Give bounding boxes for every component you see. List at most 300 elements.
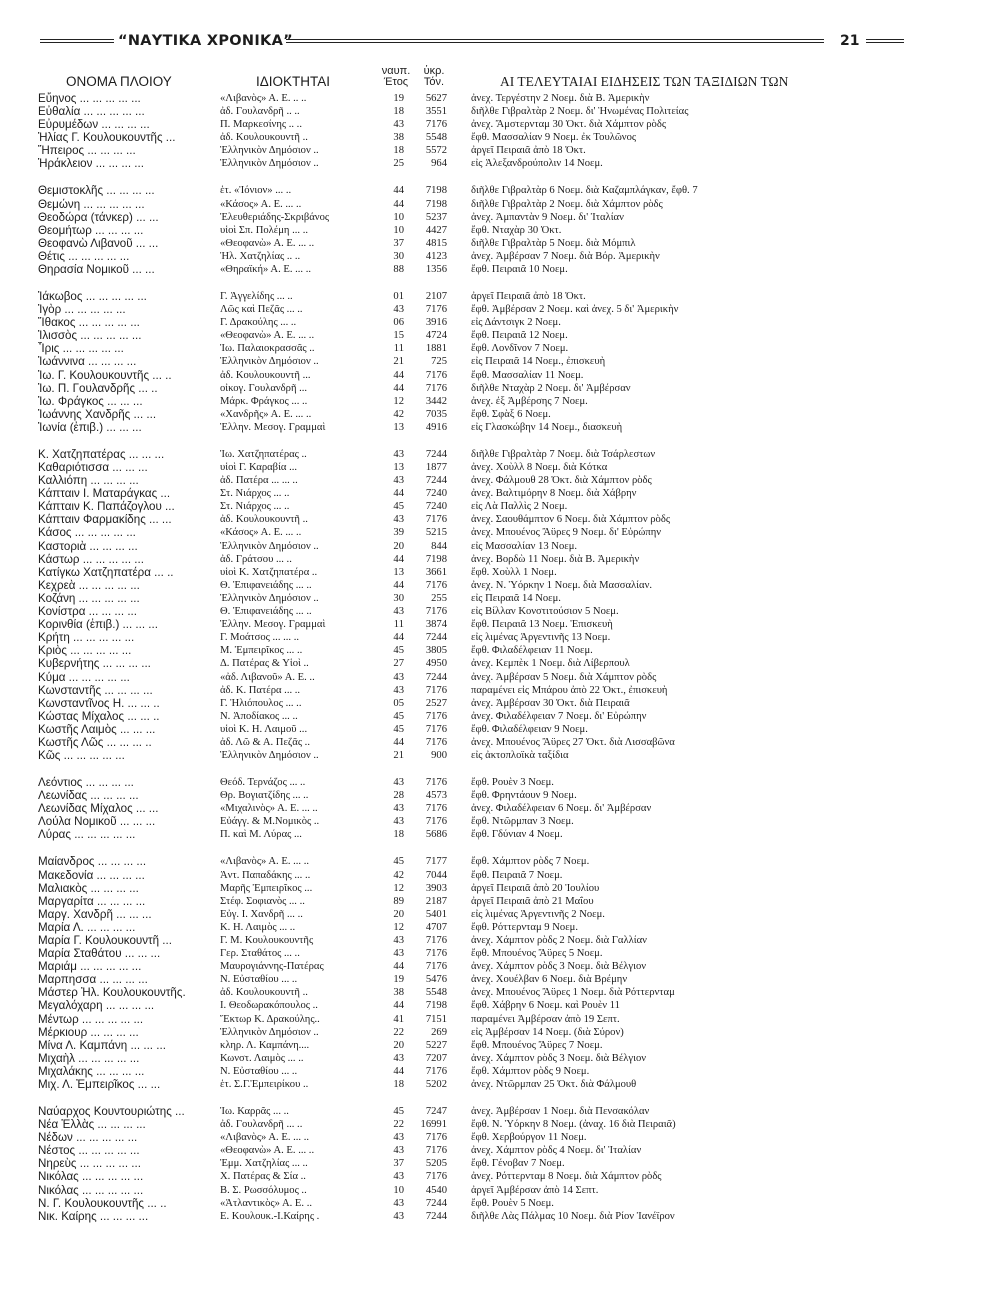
cell-year: 42 [393,408,404,420]
cell-year: 88 [393,264,404,276]
cell-owner: «Θεοφανὼ» Α. Ε. ... .. [220,1145,315,1157]
cell-year: 44 [393,1065,404,1077]
table-row [0,474,1000,487]
cell-owner: Ἰω. Καρρᾶς ... .. [220,1106,289,1117]
cell-news: εἰς Πειραιᾶ 14 Νοεμ., ἐπισκευὴ [471,356,606,368]
cell-year: 43 [393,934,404,946]
cell-year: 44 [393,632,404,644]
table-row [0,263,1000,276]
cell-owner: Στέφ. Σοφιανὸς ... .. [220,895,305,907]
cell-owner: ἀδ. Γουλανδρῆ ... .. [220,1119,303,1131]
cell-owner: Θ. Ἐπιφανειάδης ... .. [220,606,312,618]
cell-news: ἀνεχ. Χάμπτον ρὸδς 3 Νοεμ. διὰ Βέλγιον [471,1052,647,1064]
cell-tons: 3903 [425,882,447,894]
cell-tons: 3916 [425,317,447,329]
cell-ship: Κοζάνη ... ... ... ... ... [38,591,140,605]
column-header-news: ΑΙ ΤΕΛΕΥΤΑΙΑΙ ΕΙΔΗΣΕΙΣ ΤΩΝ ΤΑΞΙΔΙΩΝ ΤΩΝ [500,74,789,89]
cell-year: 38 [393,132,404,144]
cell-year: 18 [393,106,404,118]
table-row [0,224,1000,237]
table-row [0,1105,1000,1118]
cell-year: 25 [393,158,404,170]
cell-tons: 7176 [425,961,447,973]
cell-tons: 7244 [425,671,447,683]
cell-ship: Νέα Ἑλλὰς ... ... ... ... [38,1118,146,1132]
table-row [0,382,1000,395]
letter-group [0,184,1000,276]
table-row [0,290,1000,303]
cell-owner: Ἑλλην. Μεσογ. Γραμμαὶ [220,421,326,433]
cell-owner: Στ. Νιάρχος ... .. [220,488,290,500]
cell-ship: Κύμα ... ... ... ... ... [38,670,130,684]
cell-year: 44 [393,488,404,500]
cell-owner: ἀδ. Κουλουκουντῆ .. [220,514,308,526]
cell-news: παραμένει Ἀμβέρσαν ἀπὸ 19 Σεπτ. [471,1013,620,1025]
cell-owner: Ἠλ. Χατζηλίας .. .. [220,250,301,262]
cell-owner: υἱοὶ Γ. Καραβία ... [220,462,298,474]
table-row [0,526,1000,539]
cell-news: ἀνεχ. Φιλαδέλφειαν 7 Νοεμ. δι' Εὐρώπην [471,710,647,722]
cell-owner: Γ. Μοάτσος ... ... .. [220,632,300,644]
cell-year: 43 [393,1210,404,1222]
cell-year: 01 [393,291,404,302]
cell-ship: Μιχαὴλ ... ... ... ... ... [38,1051,140,1065]
cell-tons: 7176 [425,1171,447,1183]
cell-year: 13 [393,421,404,433]
cell-news: εἰς Βίλλαν Κονστιτούσιον 5 Νοεμ. [471,606,619,618]
cell-year: 10 [393,224,404,236]
cell-tons: 4724 [425,330,447,342]
cell-ship: Ἰω. Γ. Κουλουκουντῆς ... .. [38,368,172,382]
cell-year: 45 [393,856,404,868]
cell-news: ἔφθ. Φρηντάουν 9 Νοεμ. [471,790,577,802]
cell-news: εἰς Μασσαλίαν 13 Νοεμ. [471,540,578,552]
cell-ship: Μαρπησσα ... ... ... ... [38,973,148,987]
cell-owner: Μ. Ἐμπειρῖκος ... .. [220,645,303,657]
cell-tons: 5627 [425,93,447,104]
cell-owner: «Θεοφανὼ» Α. Ε. ... .. [220,237,315,249]
cell-tons: 5401 [425,908,447,920]
table-row [0,1052,1000,1065]
cell-year: 27 [393,658,404,670]
cell-news: εἰς Γλασκώβην 14 Νοεμ., διασκευὴ [471,421,623,433]
cell-tons: 7176 [425,579,447,591]
table-row [0,631,1000,644]
table-row [0,342,1000,355]
table-row [0,1170,1000,1183]
cell-owner: Ν. Εὐσταθίου ... .. [220,974,298,986]
cell-news: ἔφθ. Νταχὰρ 30 Ὀκτ. [471,224,562,236]
cell-owner: Μαυρογιάννης-Πατέρας [220,961,324,973]
cell-ship: Κ. Χατζηπατέρας ... ... ... [38,447,165,461]
cell-ship: Νικόλας ... ... ... ... ... [38,1183,144,1197]
cell-year: 39 [393,527,404,539]
cell-news: ἀνεχ. Βαλτιμόρην 8 Νοεμ. διὰ Χάβρην [471,488,637,500]
table-row [0,566,1000,579]
cell-year: 43 [393,514,404,526]
cell-ship: Μαρία Λ. ... ... ... ... [38,920,136,934]
cell-ship: Μακεδονία ... ... ... ... [38,868,145,882]
cell-news: ἀργεῖ Πειραιᾶ ἀπὸ 20 Ἰουλίου [471,882,600,894]
cell-owner: ἑτ. Σ.Γ.Ἐμπειρίκου .. [220,1079,309,1091]
cell-news: ἔφθ. Ρουὲν 3 Νοεμ. [471,777,554,789]
cell-tons: 7247 [425,1106,447,1117]
cell-ship: Κωστῆς Λαιμὸς ... ... ... [38,722,156,736]
cell-news: διῆλθε Γιβραλτὰρ 6 Νοεμ. διὰ Καζαμπλάγκαν, ἔφθ. 7 [471,185,698,197]
cell-tons: 7176 [425,382,447,394]
cell-year: 06 [393,317,404,329]
cell-year: 44 [393,198,404,210]
cell-tons: 5476 [425,974,447,986]
cell-news: παραμένει εἰς Μπάρου ἀπὸ 22 Ὀκτ., ἐπισκευὴ [471,684,668,696]
cell-tons: 2527 [425,697,447,709]
letter-group [0,776,1000,841]
letter-group [0,1105,1000,1223]
cell-news: ἀνεχ. Χουέλβαν 6 Νοεμ. διὰ Βρέμην [471,974,628,986]
cell-news: διῆλθε Νταχὰρ 2 Νοεμ. δι' Ἀμβέρσαν [471,382,631,394]
cell-ship: Μαρία Σταθάτου ... ... ... [38,947,161,961]
cell-owner: «Θεοφανὼ» Α. Ε. ... .. [220,330,315,342]
table-row [0,1157,1000,1170]
table-row [0,802,1000,815]
cell-year: 43 [393,1132,404,1144]
cell-owner: Ι. Θεοδωρακόπουλος .. [220,1000,318,1012]
cell-news: εἰς Ἀλεξανδρούπολιν 14 Νοεμ. [471,158,603,170]
cell-tons: 5686 [425,829,447,841]
table-row [0,211,1000,224]
table-row [0,144,1000,157]
cell-owner: ἀδ. Κουλουκουντῆ .. [220,987,308,999]
cell-tons: 3874 [425,619,447,631]
cell-ship: Λεόντιος ... ... ... ... [38,776,134,790]
cell-tons: 900 [431,750,447,762]
table-row [0,657,1000,670]
cell-ship: Λεωνίδας ... ... ... ... [38,789,139,803]
cell-ship: Μίνα Λ. Καμπάνη ... ... ... [38,1038,166,1052]
cell-ship: Κριὸς ... ... ... ... ... [38,644,132,658]
cell-year: 30 [393,250,404,262]
table-row [0,986,1000,999]
cell-year: 45 [393,501,404,513]
cell-owner: ἑτ. «Ἰόνιον» ... .. [220,185,292,197]
cell-news: ἀνεχ. Τεργέστην 2 Νοεμ. διὰ Β. Ἀμερικὴν [471,93,650,104]
cell-news: ἀνεχ. Μπουένος Ἄϋρες 1 Νοεμ. διὰ Ρόττερνταμ [471,987,675,999]
cell-tons: 7198 [425,198,447,210]
cell-year: 45 [393,1106,404,1117]
table-row [0,921,1000,934]
cell-year: 13 [393,462,404,474]
cell-news: ἔφθ. Πειραιᾶ 12 Νοεμ. [471,330,568,342]
cell-year: 43 [393,671,404,683]
cell-news: ἀνεχ. Χάμπτον ρὸδς 2 Νοεμ. διὰ Γαλλίαν [471,934,647,946]
cell-news: ἀνεχ. ἐξ Ἀμβέρσης 7 Νοεμ. [471,395,588,407]
cell-owner: Στ. Νιάρχος ... .. [220,501,290,513]
cell-year: 45 [393,710,404,722]
cell-tons: 5227 [425,1039,447,1051]
cell-news: ἀργεῖ Ἀμβέρσαν ἀπὸ 14 Σεπτ. [471,1184,599,1196]
cell-news: ἀνεχ. Χάμπτον ρὸδς 3 Νοεμ. διὰ Βέλγιον [471,961,647,973]
cell-tons: 3661 [425,566,447,578]
cell-news: ἀνεχ. Ν. Ὑόρκην 1 Νοεμ. διὰ Μασσαλίαν. [471,579,653,591]
cell-owner: Γ. Δρακούλης ... .. [220,317,297,329]
cell-year: 05 [393,697,404,709]
cell-news: ἔφθ. Μασσαλίαν 9 Νοεμ. ἐκ Τουλῶνος [471,132,637,144]
table-row [0,789,1000,802]
cell-tons: 7151 [425,1013,447,1025]
cell-tons: 7244 [425,1210,447,1222]
cell-news: ἔφθ. Πειραιᾶ 13 Νοεμ. Ἐπισκευὴ [471,619,613,631]
cell-news: ἔφθ. Σφὰξ 6 Νοεμ. [471,408,551,420]
cell-news: ἀνεχ. Φάλμουθ 28 Ὀκτ. διὰ Χάμπτον ρὸδς [471,475,652,487]
cell-tons: 7240 [425,488,447,500]
cell-ship: Κῶς ... ... ... ... ... [38,749,125,763]
cell-news: ἀνεχ. Βορδὼ 11 Νοεμ. διὰ Β. Ἀμερικὴν [471,553,640,565]
cell-year: 43 [393,1145,404,1157]
cell-news: ἔφθ. Χάβρην 6 Νοεμ. καὶ Ρουὲν 11 [471,1000,620,1012]
cell-tons: 7244 [425,1197,447,1209]
cell-year: 37 [393,237,404,249]
cell-news: ἔφθ. Ρουὲν 5 Νοεμ. [471,1197,554,1209]
table-row [0,487,1000,500]
page-number: 21 [840,33,860,49]
cell-year: 12 [393,395,404,407]
cell-news: ἔφθ. Πειραιᾶ 7 Νοεμ. [471,869,563,881]
cell-year: 21 [393,356,404,368]
cell-ship: Ἰλισσὸς ... ... ... ... ... [38,329,142,343]
cell-year: 22 [393,1119,404,1131]
cell-year: 44 [393,961,404,973]
cell-tons: 7177 [425,856,447,868]
cell-ship: Ἰγὸρ ... ... ... ... ... [38,303,126,317]
cell-news: ἔφθ. Ν. Ὑόρκην 8 Νοεμ. (ἀναχ. 16 διὰ Πειραιᾶ) [471,1119,676,1131]
cell-owner: Ἀντ. Παπαδάκης ... .. [220,869,311,881]
cell-ship: Θεομήτωρ ... ... ... ... [38,223,144,237]
cell-year: 44 [393,382,404,394]
cell-news: εἰς Πειραιᾶ 14 Νοεμ. [471,592,561,604]
cell-year: 43 [393,1171,404,1183]
cell-year: 44 [393,579,404,591]
cell-ship: Νηρεὺς ... ... ... ... ... [38,1157,141,1171]
cell-ship: Κάσος ... ... ... ... ... [38,526,136,540]
table-row [0,1026,1000,1039]
cell-ship: Νικόλας ... ... ... ... ... [38,1170,144,1184]
table-row [0,1210,1000,1223]
table-row [0,579,1000,592]
table-row [0,157,1000,170]
table-row [0,184,1000,197]
cell-owner: Ἰω. Παλαιοκρασσᾶς .. [220,343,315,355]
table-row [0,105,1000,118]
table-row [0,513,1000,526]
cell-news: ἔφθ. Φιλαδέλφειαν 11 Νοεμ. [471,645,593,657]
table-row [0,973,1000,986]
cell-tons: 7176 [425,606,447,618]
cell-tons: 7244 [425,632,447,644]
cell-owner: «Χανδρῆς» Α. Ε. ... .. [220,408,312,420]
cell-tons: 4815 [425,237,447,249]
cell-tons: 7198 [425,185,447,197]
cell-news: διῆλθε Γιβραλτὰρ 2 Νοεμ. δι' Ἡνωμένας Πολιτείας [471,106,689,118]
cell-news: ἀνεχ. Ἀμβέρσαν 30 Ὀκτ. διὰ Πειραιᾶ [471,697,630,709]
letter-group [0,855,1000,1091]
cell-year: 44 [393,1000,404,1012]
cell-ship: Θέτις ... ... ... ... ... [38,249,130,263]
table-row [0,1131,1000,1144]
cell-news: ἔφθ. Γένοβαν 7 Νοεμ. [471,1158,565,1170]
cell-tons: 5205 [425,1158,447,1170]
cell-news: ἔφθ. Χάμπτον ρὸδς 7 Νοεμ. [471,856,590,868]
cell-news: ἔφθ. Ρόττερνταμ 9 Νοεμ. [471,921,578,933]
cell-owner: Μάρκ. Φράγκος ... .. [220,395,308,407]
cell-news: εἰς Ἀμβέρσαν 14 Νοεμ. (διὰ Σύρον) [471,1026,624,1038]
table-row [0,934,1000,947]
header-rule-middle [286,39,824,43]
cell-ship: Κωνσταντῖνος Η. ... ... .. [38,696,160,710]
cell-year: 43 [393,1197,404,1209]
table-row [0,1039,1000,1052]
cell-tons: 7198 [425,553,447,565]
cell-year: 89 [393,895,404,907]
cell-tons: 1356 [425,264,447,276]
cell-ship: Κάστωρ ... ... ... ... ... [38,552,144,566]
cell-owner: «Θηραϊκή» Α. Ε. ... .. [220,264,312,276]
cell-news: ἀργεῖ Πειραιᾶ ἀπὸ 18 Ὀκτ. [471,291,586,302]
cell-tons: 7176 [425,710,447,722]
cell-ship: Μεγαλόχαρη ... ... ... ... [38,999,155,1013]
cell-tons: 4707 [425,921,447,933]
cell-owner: Ν. Εὐσταθίου ... .. [220,1065,298,1077]
cell-news: εἰς λιμένας Ἀργεντινῆς 2 Νοεμ. [471,908,605,920]
cell-ship: Μέντωρ ... ... ... ... ... [38,1012,144,1026]
cell-tons: 5215 [425,527,447,539]
cell-ship: Ἤπειρος ... ... ... ... [38,144,136,158]
cell-ship: Εὔηνος ... ... ... ... ... [38,92,141,105]
cell-year: 41 [393,1013,404,1025]
cell-tons: 7176 [425,803,447,815]
cell-news: διῆλθε Λὰς Πάλμας 10 Νοεμ. διὰ Ρίον Ἰανέϊρον [471,1210,675,1222]
cell-year: 43 [393,1052,404,1064]
cell-news: ἀνεχ. Σαουθάμπτον 6 Νοεμ. διὰ Χάμπτον ρὸδς [471,514,671,526]
cell-ship: Ἶρις ... ... ... ... ... [38,342,124,356]
cell-owner: «Μιχαλινὸς» Α. Ε. ... .. [220,803,318,815]
cell-ship: Λούλα Νομικοῦ ... ... ... [38,815,156,829]
cell-owner: «ἀδ. Λιβανοῦ» Α. Ε. .. [220,671,315,683]
cell-news: ἔφθ. Λονδῖνον 7 Νοεμ. [471,343,569,355]
cell-owner: Ν. Ἀποδίακος ... .. [220,710,298,722]
cell-owner: «Λιβανὸς» Α. Ε. .. .. [220,93,307,104]
cell-ship: Μιχαλάκης ... ... ... ... [38,1064,145,1078]
header-rule-right [866,39,904,43]
cell-ship: Καθαριότισσα ... ... ... [38,461,148,475]
cell-year: 18 [393,1079,404,1091]
cell-news: ἀνεχ. Κεμπὲκ 1 Νοεμ. διὰ Λίβερπουλ [471,658,630,670]
cell-owner: Λῶς καὶ Πεζᾶς ... .. [220,304,303,316]
cell-news: ἔφθ. Ἀμβέρσαν 2 Νοεμ. καὶ ἀνεχ. 5 δι' Ἀμερικὴν [471,304,679,316]
table-row [0,1184,1000,1197]
cell-owner: Θ. Ἐπιφανειάδης ... .. [220,579,312,591]
cell-owner: Β. Σ. Ρωσσόλυμος .. [220,1184,307,1196]
cell-ship: Ἴθακος ... ... ... ... ... [38,316,140,330]
cell-tons: 2107 [425,291,447,302]
cell-year: 19 [393,974,404,986]
cell-ship: Λεωνίδας Μίχαλος ... ... [38,802,159,816]
cell-ship: Νέδων ... ... ... ... ... [38,1131,138,1145]
cell-ship: Θηρασία Νομικοῦ ... ... [38,263,155,277]
cell-owner: Ἐλευθεριάδης-Σκριβάνος [220,211,330,223]
table-row [0,947,1000,960]
cell-owner: «Κάσος» Α. Ε. ... .. [220,198,302,210]
cell-ship: Κατίγκω Χατζηπατέρα ... .. [38,565,174,579]
cell-news: ἀνεχ. Χάμπτον ρὸδς 4 Νοεμ. δι' Ἰταλίαν [471,1145,642,1157]
cell-tons: 7176 [425,1145,447,1157]
cell-ship: Ἰω. Φράγκος ... ... ... [38,394,143,408]
cell-owner: Ἑλληνικὸν Δημόσιον .. [220,145,319,157]
cell-ship: Λύρας ... ... ... ... ... [38,828,136,842]
cell-news: ἀνεχ. Ἀμβέρσαν 1 Νοεμ. διὰ Πενσακόλαν [471,1106,650,1117]
cell-news: εἰς Δάντσιγκ 2 Νοεμ. [471,317,561,329]
table-row [0,1144,1000,1157]
table-row [0,895,1000,908]
column-header-tons [418,66,450,88]
cell-year: 21 [393,750,404,762]
cell-year: 12 [393,921,404,933]
cell-ship: Θεμώνη ... ... ... ... ... [38,197,145,211]
cell-news: ἔφθ. Μασσαλίαν 11 Νοεμ. [471,369,584,381]
cell-owner: Εὐγ. Ι. Χανδρῆ ... .. [220,908,303,920]
cell-year: 10 [393,211,404,223]
cell-year: 22 [393,1026,404,1038]
cell-owner: Γ. Μ. Κουλουκουντῆς [220,934,314,946]
cell-tons: 7176 [425,736,447,748]
ship-listing [0,92,1000,1237]
cell-ship: Ἰω. Π. Γουλανδρῆς ... .. [38,381,158,395]
table-row [0,131,1000,144]
cell-owner: ἀδ. Κ. Πατέρα ... .. [220,684,301,696]
cell-tons: 725 [431,356,447,368]
cell-year: 43 [393,304,404,316]
cell-tons: 4123 [425,250,447,262]
cell-owner: Ἑλληνικὸν Δημόσιον .. [220,750,319,762]
cell-ship: Καστοριὰ ... ... ... ... [38,539,138,553]
cell-year: 37 [393,1158,404,1170]
cell-tons: 4916 [425,421,447,433]
cell-news: ἀνεχ. Ἀμβέρσαν 7 Νοεμ. διὰ Βόρ. Ἀμερικὴν [471,250,660,262]
table-row [0,1013,1000,1026]
cell-tons: 7198 [425,1000,447,1012]
cell-year: 43 [393,816,404,828]
cell-tons: 4950 [425,658,447,670]
cell-tons: 5548 [425,132,447,144]
cell-tons: 7244 [425,448,447,460]
cell-year: 44 [393,185,404,197]
cell-owner: υἱοὶ Κ. Η. Λαιμοῦ ... [220,723,308,735]
cell-news: ἔφθ. Γδύνιαν 4 Νοεμ. [471,829,563,841]
cell-tons: 3442 [425,395,447,407]
column-header-ship: ΟΝΟΜΑ ΠΛΟΙΟΥ [66,74,172,89]
cell-year: 20 [393,1039,404,1051]
cell-owner: «Κάσος» Α. Ε. ... .. [220,527,302,539]
table-row [0,592,1000,605]
cell-owner: ἀδ. Κουλουκουντῆ ... [220,369,311,381]
cell-news: διῆλθε Γιβραλτὰρ 2 Νοεμ. διὰ Χάμπτον ρὸδς [471,198,663,210]
cell-tons: 7240 [425,501,447,513]
table-row [0,749,1000,762]
cell-news: ἀνεχ. Μπουένος Ἄϋρες 9 Νοεμ. δι' Εὐρώπην [471,527,662,539]
cell-news: ἔφθ. Μπουένος Ἄϋρες 7 Νοεμ. [471,1039,603,1051]
cell-tons: 7176 [425,369,447,381]
table-row [0,461,1000,474]
cell-year: 43 [393,606,404,618]
